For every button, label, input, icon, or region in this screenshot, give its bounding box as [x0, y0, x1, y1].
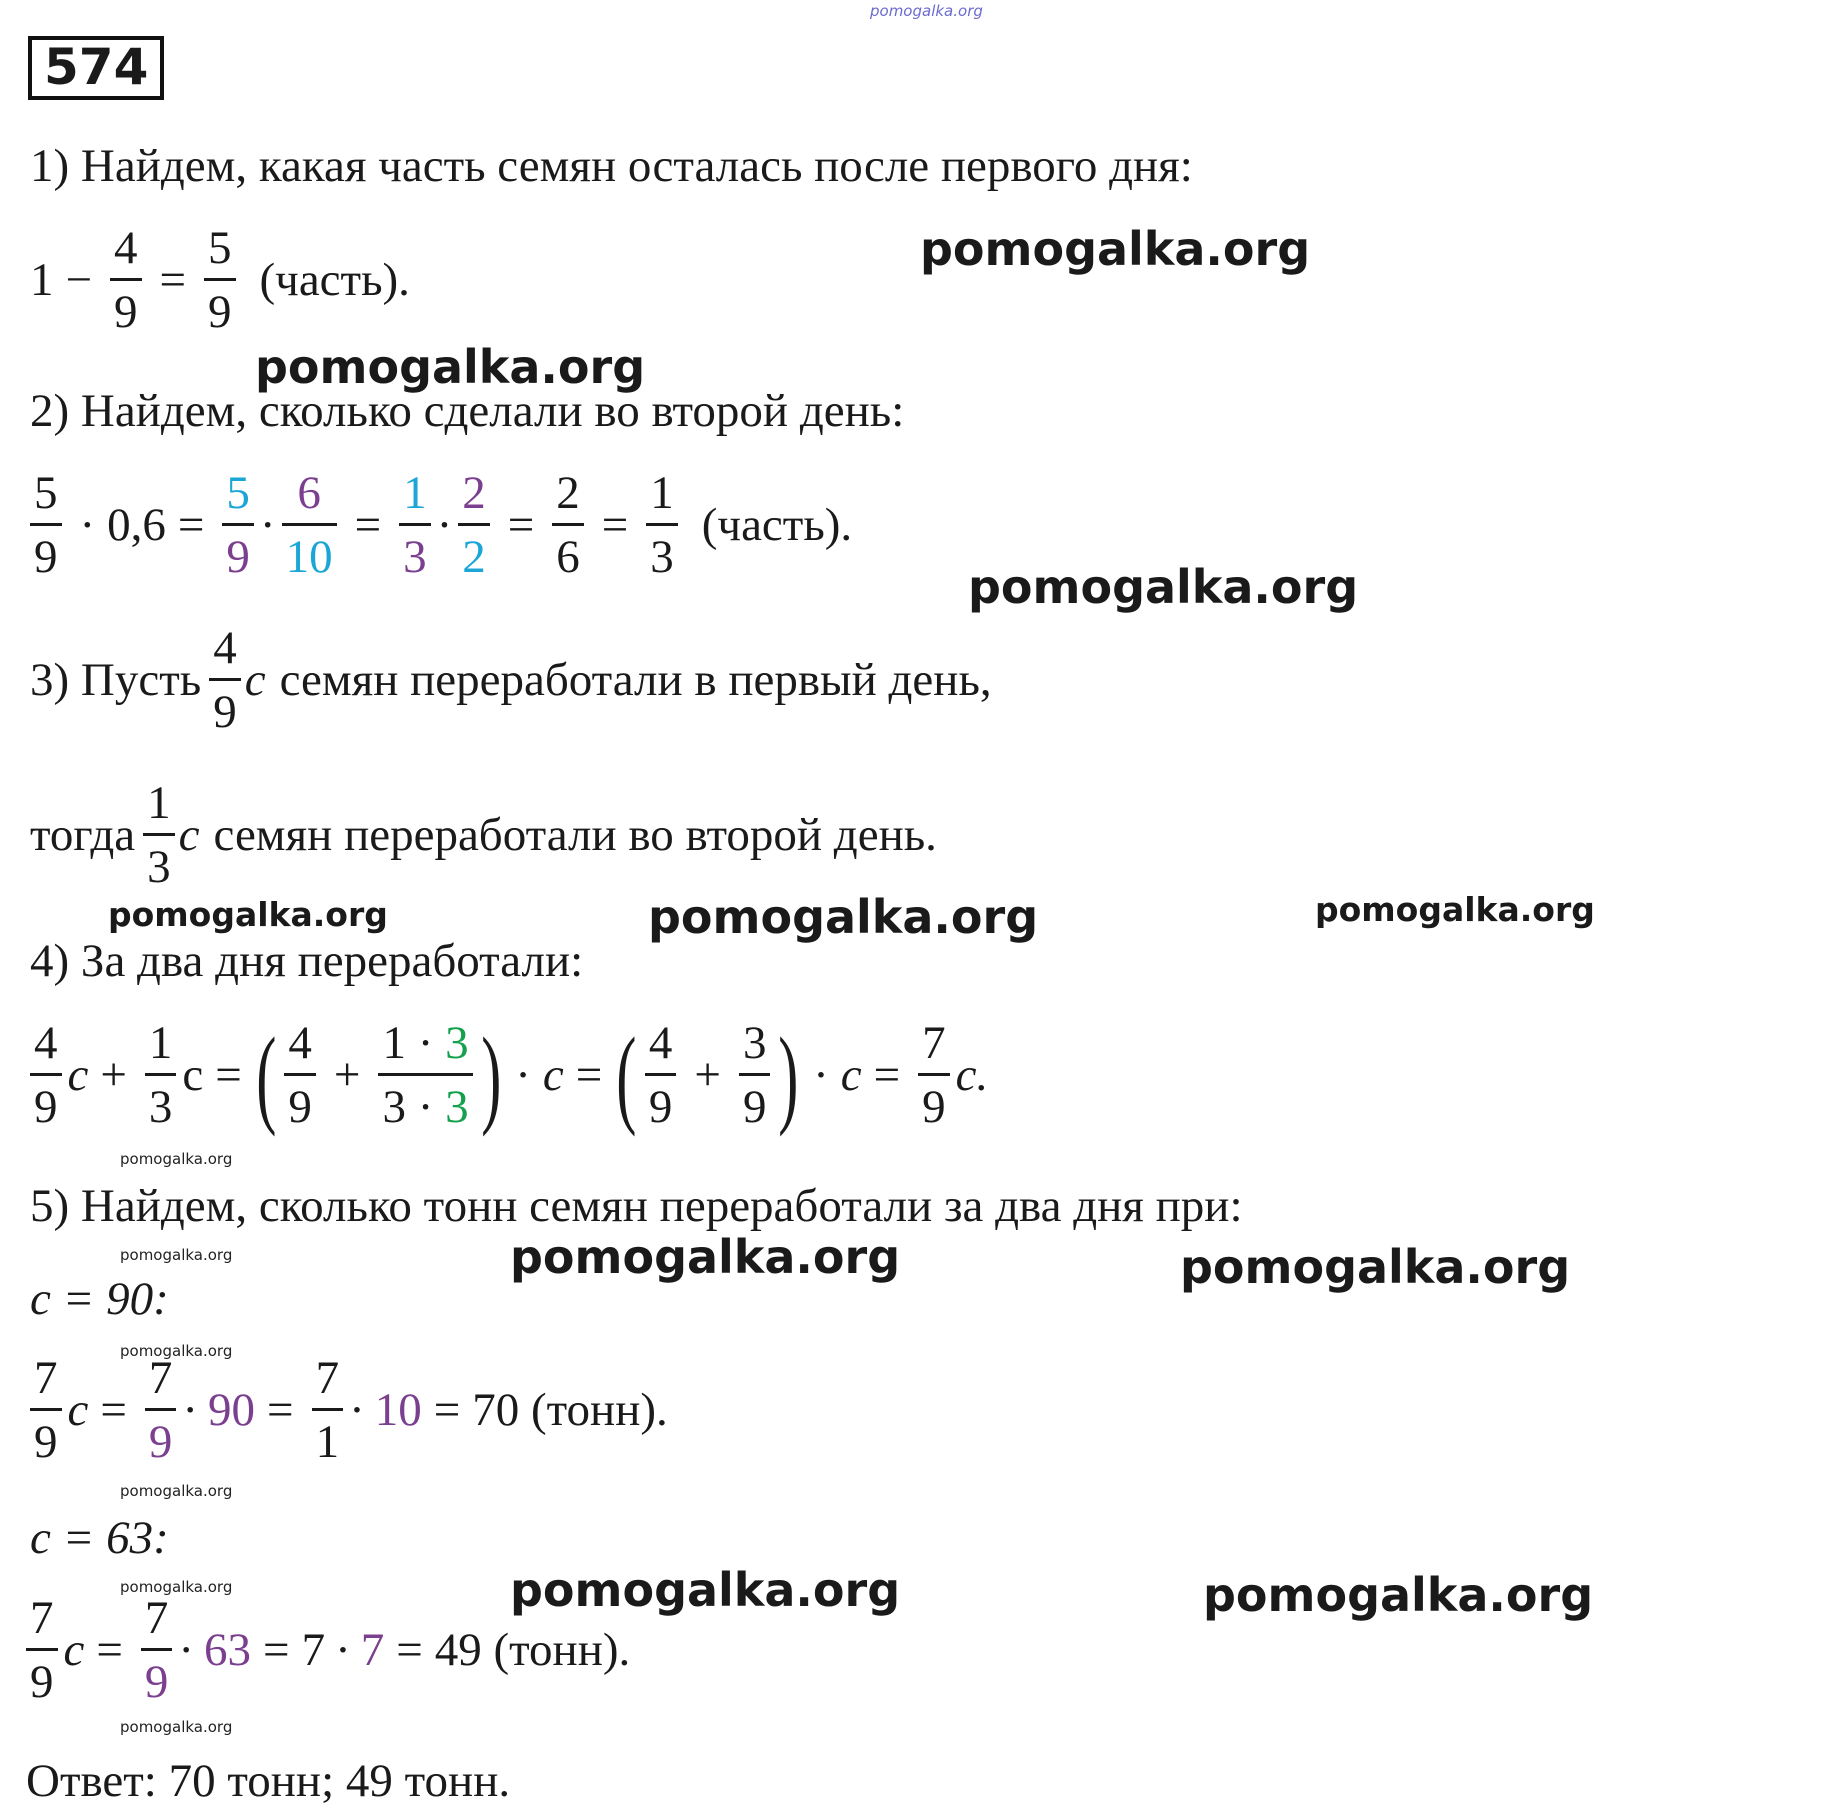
watermark: pomogalka.org [120, 1718, 233, 1736]
case-c-63: c = 63: [30, 1512, 169, 1564]
watermark: pomogalka.org [1180, 1240, 1571, 1294]
watermark: pomogalka.org [510, 1230, 901, 1284]
step-2-equation: $\frac{5}{9}$ · 0,6 = $\frac{5}{9}$ · $\frac{6}{10}$ = $\frac{1}{3}$ · $\frac{2}{2}$ = $\frac{2}{6}$ = $\frac{1}{3}$ (часть). [30, 470, 852, 581]
watermark: pomogalka.org [120, 1578, 233, 1596]
step-4-text: 4) За два дня переработали: [30, 935, 584, 987]
equation-c-63: $\frac{7}{9}$ c = $\frac{7}{9}$ · 63 = 7 · 7 = 49 (тонн). [26, 1595, 630, 1706]
step-5-text: 5) Найдем, сколько тонн семян переработали за два дня при: [30, 1180, 1243, 1232]
watermark: pomogalka.org [1203, 1568, 1594, 1622]
watermark-top: pomogalka.org [870, 2, 983, 20]
watermark: pomogalka.org [120, 1246, 233, 1264]
equation-c-90: $\frac{7}{9}$ c = $\frac{7}{9}$ · 90 = $\frac{7}{1}$ · 10 = 70 (тонн). [30, 1355, 668, 1466]
step-3-line-2: тогда $\frac{1}{3}$ c семян переработали во второй день. [30, 777, 937, 893]
watermark: pomogalka.org [255, 340, 646, 394]
watermark: pomogalka.org [120, 1150, 233, 1168]
problem-number: 574 [28, 36, 164, 100]
step-1-text: 1) Найдем, какая часть семян осталась после первого дня: [30, 140, 1193, 192]
watermark: pomogalka.org [108, 895, 388, 934]
fraction: $\frac{5}{9}$ [204, 225, 236, 336]
step-4-equation: $\frac{4}{9}$ c + $\frac{1}{3}$ c = ( $\frac{4}{9}$ + $\frac{1 \cdot 3}{3 \cdot 3}$ ) · c = ( $\frac{4}{9}$ + $\frac{3}{9}$ ) · c = $\frac{7}{9}$ c. [30, 1020, 988, 1131]
answer: Ответ: 70 тонн; 49 тонн. [26, 1755, 511, 1807]
case-c-90: c = 90: [30, 1273, 169, 1325]
step-1-equation: 1 − $\frac{4}{9}$ = $\frac{5}{9}$ (часть). [30, 222, 410, 338]
step-2-text: 2) Найдем, сколько сделали во второй день: [30, 385, 905, 437]
watermark: pomogalka.org [968, 560, 1359, 614]
watermark: pomogalka.org [648, 890, 1039, 944]
step-3-line-1: 3) Пусть $\frac{4}{9}$ c семян переработали в первый день, [30, 622, 992, 738]
watermark: pomogalka.org [510, 1563, 901, 1617]
watermark: pomogalka.org [120, 1482, 233, 1500]
watermark: pomogalka.org [1315, 890, 1595, 929]
watermark: pomogalka.org [920, 222, 1311, 276]
fraction: $\frac{4}{9}$ [110, 225, 142, 336]
watermark: pomogalka.org [120, 1342, 233, 1360]
